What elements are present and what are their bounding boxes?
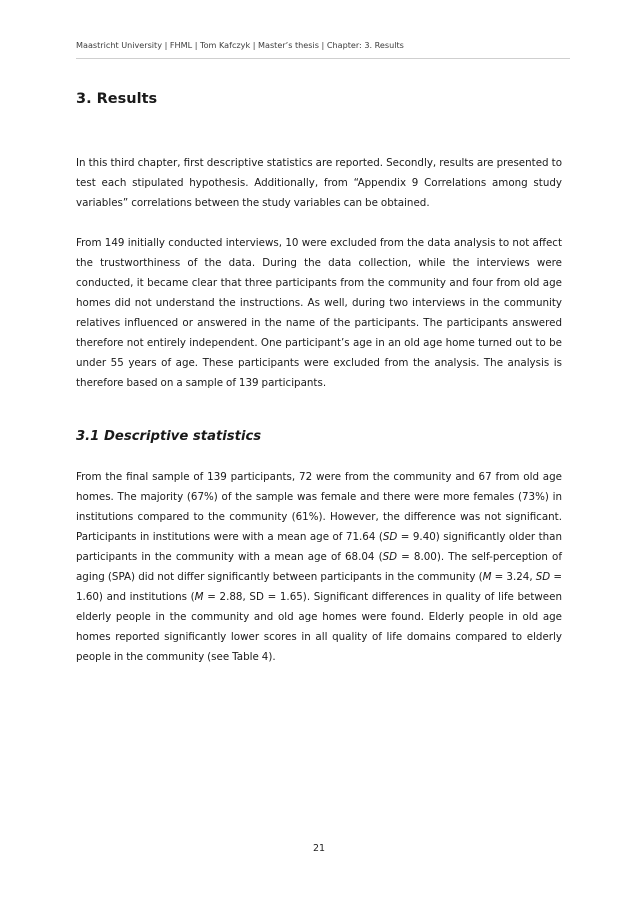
stat-symbol: SD xyxy=(535,571,551,583)
intro-paragraph: In this third chapter, first descriptive statistics are reported. Secondly, results are presented to test each stipulated hypothesis. Additionally, from “Appendix 9 Correlations among study variables” correlations between the study variables can be obtained. xyxy=(76,157,562,209)
text-run: = 9.40) significantly older than participants in the community with a mean age of 68.04 ( xyxy=(76,531,562,563)
section-title: 3.1 Descriptive statistics xyxy=(76,429,262,444)
text-run: = 2.88, SD = 1.65). Significant differences in quality of life between elderly people in the community and old age homes were found. Elderly people in old age homes reported significantly lower scores in all quality of life domains compared to elderly people in the community (see Table 4). xyxy=(76,591,562,663)
text-run: = 1.60) and institutions ( xyxy=(76,571,562,603)
running-header: Maastricht University | FHML | Tom Kafczyk | Master’s thesis | Chapter: 3. Results xyxy=(76,40,404,50)
stat-symbol: M xyxy=(482,571,492,583)
header-divider xyxy=(76,58,570,59)
stat-symbol: SD xyxy=(382,551,398,563)
stat-symbol: SD xyxy=(382,531,398,543)
text-run: = 3.24, xyxy=(491,571,536,583)
exclusion-paragraph: From 149 initially conducted interviews, 10 were excluded from the data analysis to not affect the trustworthiness of the data. During the data collection, while the interviews were conducted, it became clear that three participants from the community and four from old age homes did not understand the instructions. As well, during two interviews in the community relatives influenced or answered in the name of the participants. The participants answered therefore not entirely independent. One participant’s age in an old age home turned out to be under 55 years of age. These participants were excluded from the analysis. The analysis is therefore based on a sample of 139 participants. xyxy=(76,237,562,389)
stat-symbol: M xyxy=(194,591,204,603)
text-run: = 8.00). The self-perception of aging (SPA) did not differ significantly between participants in the community ( xyxy=(76,551,562,583)
page-number: 21 xyxy=(312,843,326,854)
chapter-title: 3. Results xyxy=(76,91,158,107)
text-run: From the final sample of 139 participants, 72 were from the community and 67 from old age homes. The majority (67%) of the sample was female and there were more females (73%) in institutions compared to the community (61%). However, the difference was not significant. Participants in institutions were with a mean age of 71.64 ( xyxy=(76,471,562,543)
descriptive-statistics-paragraph xyxy=(76,467,562,667)
